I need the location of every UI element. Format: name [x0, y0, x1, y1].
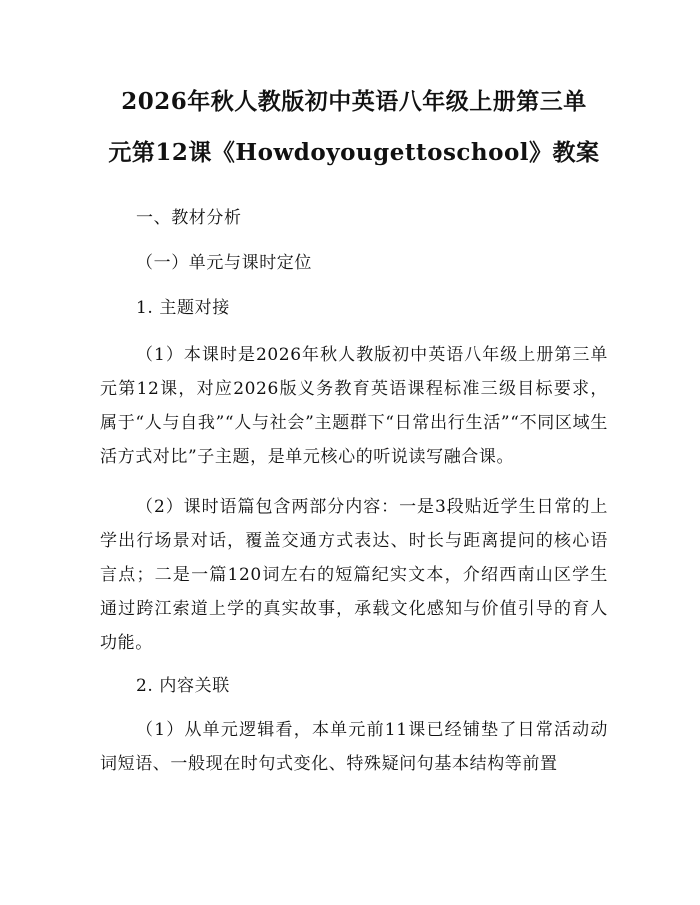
- paragraph-3: （1）从单元逻辑看，本单元前11课已经铺垫了日常活动动词短语、一般现在时句式变化、特殊疑问句基本结构等前置: [100, 720, 608, 774]
- paragraph-1: （1）本课时是2026年秋人教版初中英语八年级上册第三单元第12课，对应2026版义务教育英语课程标准三级目标要求，属于“人与自我”“人与社会”主题群下“日常出行生活”“不同区域生活方式对比”子主题，是单元核心的听说读写融合课。: [100, 345, 608, 467]
- section-heading-textbook-analysis: 一、教材分析: [136, 208, 242, 228]
- paragraph-2: （2）课时语篇包含两部分内容：一是3段贴近学生日常的上学出行场景对话，覆盖交通方式表达、时长与距离提问的核心语言点；二是一篇120词左右的短篇纪实文本，介绍西南山区学生通过跨江索道上学的真实故事，承载文化感知与价值引导的育人功能。: [100, 497, 608, 653]
- subsection-heading-unit-positioning: （一）单元与课时定位: [136, 253, 312, 273]
- item-heading-theme: 1. 主题对接: [136, 298, 230, 318]
- item-heading-content-link: 2. 内容关联: [136, 676, 230, 696]
- title-line-1: 2026年秋人教版初中英语八年级上册第三单: [121, 88, 587, 115]
- document-title: [100, 76, 608, 178]
- title-line-2: 元第12课《Howdoyougettoschool》教案: [108, 139, 600, 166]
